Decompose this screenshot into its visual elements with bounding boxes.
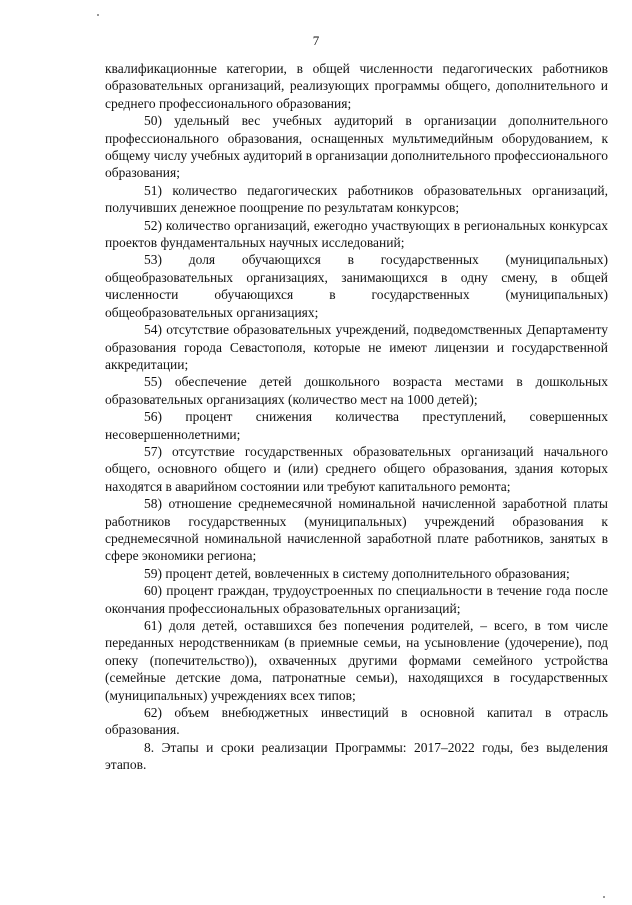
list-item-50: 50) удельный вес учебных аудиторий в организации дополнительного профессионального образования, оснащенных мультимедийным оборудованием, к общему числу учебных аудиторий в организации дополнительного профессионального образования; — [105, 113, 608, 181]
paragraph-continuation: квалификационные категории, в общей численности педагогических работников образовательных организаций, реализующих программы общего, дополнительного и среднего профессионального образования; — [105, 61, 608, 111]
list-item-54: 54) отсутствие образовательных учреждений, подведомственных Департаменту образования города Севастополя, которые не имеют лицензии и государственной аккредитации; — [105, 322, 608, 372]
section-8-paragraph: 8. Этапы и сроки реализации Программы: 2017–2022 годы, без выделения этапов. — [105, 739, 608, 773]
scan-speck — [97, 14, 99, 16]
list-item-61: 61) доля детей, оставшихся без попечения родителей, – всего, в том числе переданных неродственникам (в приемные семьи, на усыновление (удочерение), под опеку (попечительство)), охваченных другими формами семейного устройства (семейные детские дома, патронатные семьи), находящихся в государственных (муниципальных) учреждениях всех типов; — [105, 618, 608, 703]
list-item-51: 51) количество педагогических работников образовательных организаций, получивших денежное поощрение по результатам конкурсов; — [105, 182, 608, 216]
list-item-53: 53) доля обучающихся в государственных (муниципальных) общеобразовательных организациях, занимающихся в одну смену, в общей численности обучающихся в государственных (муниципальных) общеобразовательных организациях; — [105, 252, 608, 320]
list-item-55: 55) обеспечение детей дошкольного возраста местами в дошкольных образовательных организациях (количество мест на 1000 детей); — [105, 374, 608, 407]
list-item-56: 56) процент снижения количества преступлений, совершенных несовершеннолетними; — [105, 409, 608, 442]
list-item-62: 62) объем внебюджетных инвестиций в основной капитал в отрасль образования. — [105, 705, 608, 738]
list-item-52: 52) количество организаций, ежегодно участвующих в региональных конкурсах проектов фундаментальных научных исследований; — [105, 217, 608, 251]
list-item-60: 60) процент граждан, трудоустроенных по специальности в течение года после окончания профессиональных образовательных организаций; — [105, 583, 608, 616]
list-item-57: 57) отсутствие государственных образовательных организаций начального общего, основного общего и (или) среднего общего образования, здания которых находятся в аварийном состоянии или требуют капитального ремонта; — [105, 443, 608, 494]
list-item-58: 58) отношение среднемесячной номинальной начисленной заработной платы работников государственных (муниципальных) учреждений образования к среднемесячной номинальной начисленной заработной плате работников, занятых в сфере экономики региона; — [105, 496, 608, 564]
scan-speck — [603, 896, 605, 898]
page-number: 7 — [312, 33, 320, 48]
list-item-59: 59) процент детей, вовлеченных в систему дополнительного образования; — [144, 565, 570, 581]
document-body — [105, 60, 608, 774]
